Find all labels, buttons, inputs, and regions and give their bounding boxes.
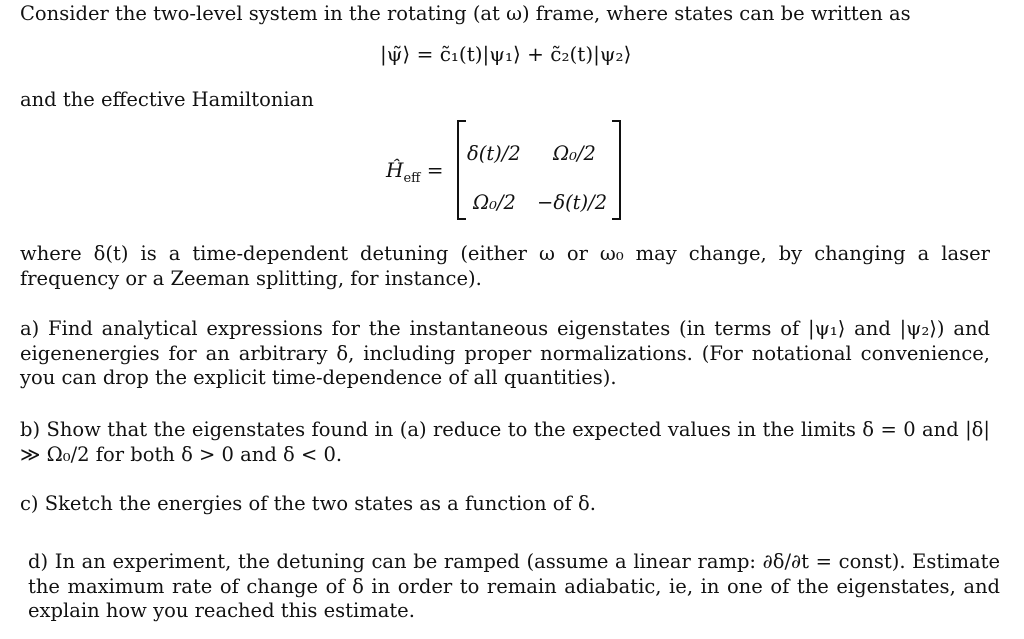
hamiltonian-symbol: Ĥ [386, 158, 404, 182]
part-a: a) Find analytical expressions for the instantaneous eigenstates (in terms of |ψ₁⟩ and |ψ₂⟩) and eigenenergies for an arbitrary δ, including proper normalizations. (For notational convenience, you can drop the explicit time-dependence of all quantities). [20, 317, 990, 389]
part-b: b) Show that the eigenstates found in (a) reduce to the expected values in the limits δ = 0 and |δ| ≫ Ω₀/2 for both δ > 0 and δ < 0. [20, 418, 990, 466]
state-equation: |ψ̃⟩ = c̃₁(t)|ψ₁⟩ + c̃₂(t)|ψ₂⟩ [380, 42, 632, 66]
equals-sign: = [426, 158, 444, 182]
matrix-cell-12: Ω₀/2 [553, 142, 596, 165]
detuning-paragraph: where δ(t) is a time-dependent detuning (either ω or ω₀ may change, by changing a laser frequency or a Zeeman splitting, for instance). [20, 242, 990, 290]
hamiltonian-matrix [457, 120, 621, 220]
hamiltonian-lhs [386, 158, 444, 186]
matrix-cell-21: Ω₀/2 [473, 191, 516, 214]
matrix-cell-11: δ(t)/2 [467, 142, 521, 165]
part-d: d) In an experiment, the detuning can be ramped (assume a linear ramp: ∂δ/∂t = const). Estimate the maximum rate of change of δ in order to remain adiabatic, ie, in one of the eigenstates, and explain how you reached this estimate. [28, 550, 1000, 622]
matrix-cell-22: −δ(t)/2 [537, 191, 608, 214]
part-c: c) Sketch the energies of the two states as a function of δ. [20, 492, 596, 515]
intro-line: Consider the two-level system in the rotating (at ω) frame, where states can be written as [20, 2, 911, 25]
hamiltonian-subscript: eff [403, 171, 421, 186]
hamiltonian-intro: and the effective Hamiltonian [20, 88, 314, 111]
